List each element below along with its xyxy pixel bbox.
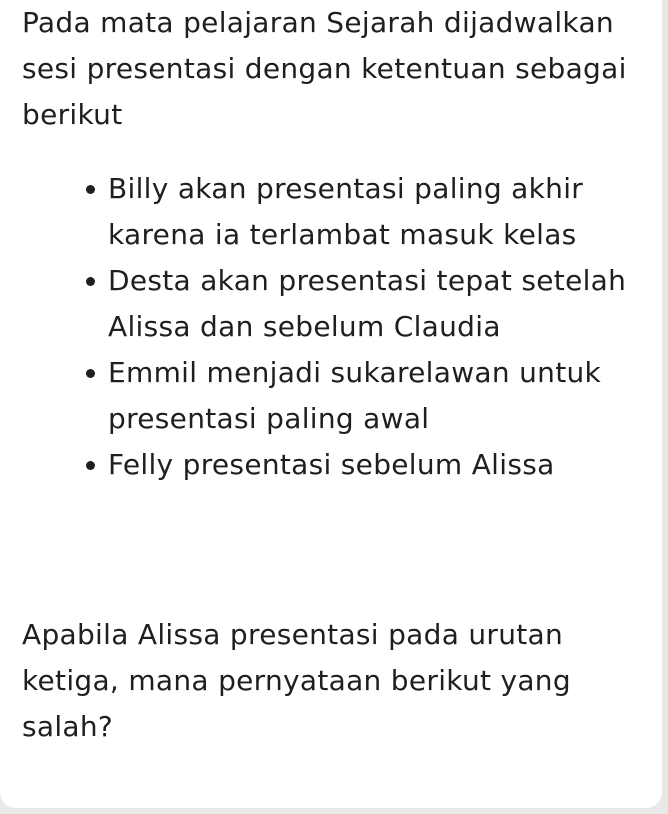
- rules-list: [86, 166, 646, 488]
- bullet-icon: [86, 277, 95, 286]
- list-item: [86, 258, 646, 350]
- list-item: [86, 442, 646, 488]
- bullet-icon: [86, 185, 95, 194]
- question-text: Apabila Alissa presentasi pada urutan ketiga, mana pernyataan berikut yang salah?: [22, 618, 571, 743]
- intro-text: Pada mata pelajaran Sejarah dijadwalkan sesi presentasi dengan ketentuan sebagai berikut: [22, 6, 627, 131]
- list-item: [86, 166, 646, 258]
- list-item: [86, 350, 646, 442]
- bullet-icon: [86, 461, 95, 470]
- rule-text: Emmil menjadi sukarelawan untuk presentasi paling awal: [108, 356, 602, 435]
- rule-text: Felly presentasi sebelum Alissa: [108, 448, 555, 481]
- bullet-icon: [86, 369, 95, 378]
- rule-text: Billy akan presentasi paling akhir karena ia terlambat masuk kelas: [108, 172, 584, 251]
- rule-text: Desta akan presentasi tepat setelah Alissa dan sebelum Claudia: [108, 264, 627, 343]
